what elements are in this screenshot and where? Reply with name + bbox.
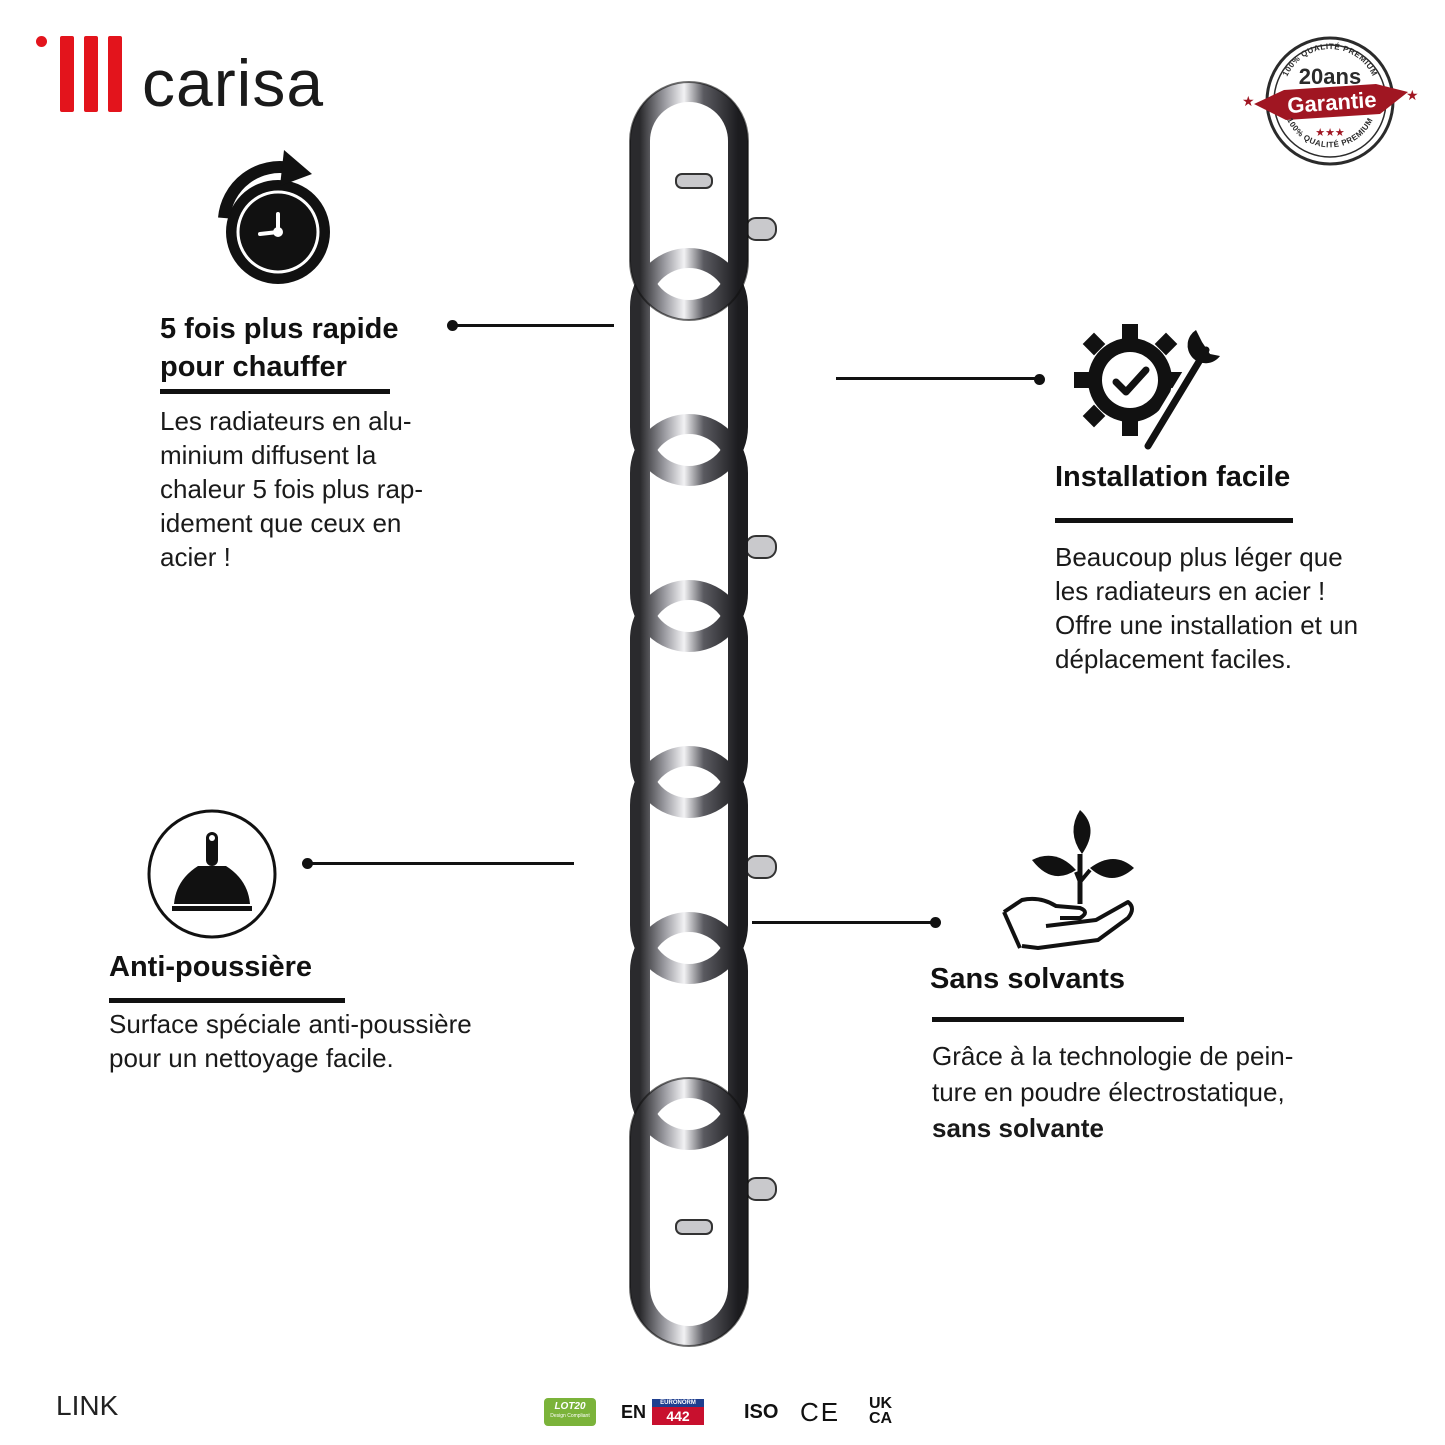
logo-bar-1 (60, 36, 74, 112)
fast-heat-underline (160, 389, 390, 394)
fast-heat-title-line1: 5 fois plus rapide (160, 313, 399, 345)
anti-dust-connector-line (308, 862, 574, 865)
easy-install-title: Installation facile (1055, 461, 1291, 493)
no-solvents-body-bold: sans solvante (932, 1113, 1104, 1143)
fast-heat-connector-line (452, 324, 614, 327)
radiator-chain-image (600, 70, 800, 1360)
no-solvents-connector-dot (930, 917, 941, 928)
ukca-mark: UK CA (869, 1395, 893, 1427)
euronorm-badge: EURONORM 442 (652, 1399, 704, 1425)
brand-name: carisa (142, 46, 325, 120)
lot20-badge: LOT20 Design Compliant (544, 1398, 596, 1426)
product-name: LINK (56, 1390, 119, 1421)
en-label: EN (621, 1402, 647, 1422)
no-solvents-title: Sans solvants (930, 963, 1126, 995)
easy-install-body: Beaucoup plus léger que les radiateurs en acier ! Offre une installation et un déplacement faciles. (1055, 542, 1359, 674)
fast-heat-title-line2: pour chauffer (160, 351, 347, 383)
badge-star-right: ★ (1406, 87, 1419, 103)
badge-star-left: ★ (1242, 93, 1255, 109)
badge-ribbon-text: Garantie (1286, 86, 1378, 119)
plant-hand-icon (1000, 808, 1140, 956)
ce-mark: CE (800, 1397, 841, 1427)
anti-dust-body: Surface spéciale anti-poussière pour un nettoyage facile. (109, 1009, 472, 1073)
badge-top-text: 100% QUALITÉ PREMIUM (1280, 41, 1380, 78)
logo-bar-3 (108, 36, 122, 112)
dust-brush-icon (144, 806, 280, 942)
logo-bar-2 (84, 36, 98, 112)
logo-dot (36, 36, 47, 47)
wall-brackets (676, 174, 776, 1234)
gear-wrench-icon (1070, 322, 1226, 456)
easy-install-underline (1055, 518, 1293, 523)
badge-stars-center: ★★★ (1315, 127, 1345, 139)
badge-bottom-text: 100% QUALITÉ PREMIUM (1285, 116, 1375, 150)
clock-refresh-icon (208, 146, 342, 296)
iso-label: ISO (744, 1401, 779, 1423)
easy-install-connector-dot (1034, 374, 1045, 385)
fast-heat-body: Les radiateurs en alu- minium diffusent la chaleur 5 fois plus rap- idement que ceux en acier ! (160, 406, 424, 572)
easy-install-connector-line (836, 377, 1040, 380)
no-solvents-underline (932, 1017, 1184, 1022)
anti-dust-underline (109, 998, 345, 1003)
warranty-badge (1240, 34, 1422, 168)
no-solvents-body: Grâce à la technologie de pein- ture en poudre électrostatique, sans solvante (932, 1038, 1293, 1146)
badge-years: 20ans (1298, 64, 1362, 89)
no-solvents-connector-line (752, 921, 936, 924)
anti-dust-title: Anti-poussière (109, 951, 313, 983)
